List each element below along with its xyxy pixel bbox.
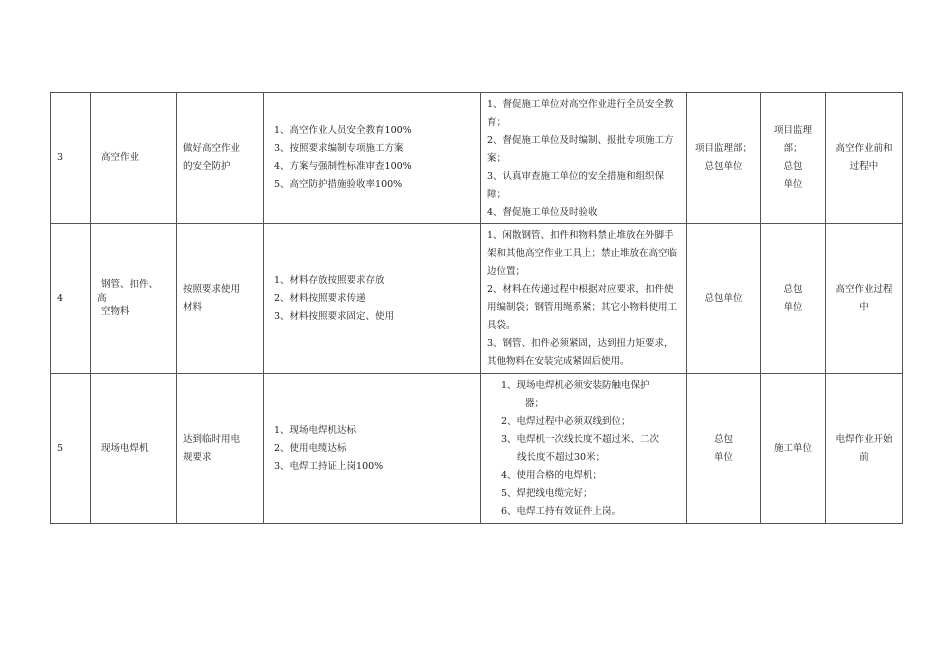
- control-measures: [481, 93, 687, 224]
- goal-line: 按照要求使用: [183, 283, 241, 295]
- control-time: [826, 93, 903, 224]
- resp-line: 单位: [713, 451, 733, 463]
- check-line: 部；: [783, 143, 803, 154]
- row-number: 4: [51, 224, 91, 374]
- control-item: [91, 374, 177, 524]
- table-row: [51, 374, 903, 524]
- inspection-party: 施工单位: [761, 374, 826, 524]
- indicator-line: 3、材料按照要求固定、使用: [274, 310, 395, 322]
- goal-line: 达到临时用电: [183, 433, 241, 445]
- control-item: [91, 224, 177, 374]
- goal-line: 材料: [183, 301, 203, 313]
- time-line: 电焊作业开始: [835, 433, 893, 445]
- time-line: 高空作业过程: [835, 283, 893, 295]
- check-line: 单位: [783, 179, 803, 190]
- item-line: 空物料: [101, 306, 130, 317]
- control-goal: [177, 224, 264, 374]
- indicator-line: 1、高空作业人员安全教育100%: [274, 125, 412, 136]
- control-item-text: 高空作业: [101, 152, 140, 163]
- control-item-text: 现场电焊机: [101, 442, 149, 454]
- resp-line: 项目监理部；: [694, 143, 752, 154]
- indicator-line: 3、电焊工持证上岗100%: [274, 460, 384, 472]
- responsible-party: [687, 374, 761, 524]
- responsible-party: 总包单位: [687, 224, 761, 374]
- time-line: 高空作业前和: [835, 143, 893, 154]
- check-line: 项目监理: [773, 125, 812, 136]
- measure-line: 2、材料在传递过程中根据对应要求，扣件使用编制袋；钢管用绳系紧；其它小物料使用工具袋。: [487, 283, 678, 331]
- measure-line: 线长度不超过30米；: [517, 451, 606, 463]
- control-indicators: [264, 374, 481, 524]
- inspection-party: [761, 93, 826, 224]
- control-measures: [481, 224, 687, 374]
- measure-line: 2、电焊过程中必须双线到位；: [501, 415, 631, 427]
- goal-line: 规要求: [183, 451, 212, 463]
- measure-line: 4、使用合格的电焊机；: [501, 469, 603, 481]
- indicator-line: 2、材料按照要求传递: [274, 292, 366, 304]
- safety-control-table: [50, 92, 903, 524]
- control-time: [826, 224, 903, 374]
- inspection-party: [761, 224, 826, 374]
- measure-line: 3、认真审查施工单位的安全措施和组织保障；: [487, 171, 665, 200]
- time-line: 中: [859, 301, 869, 313]
- check-line: 总包: [783, 161, 803, 172]
- control-goal: [177, 93, 264, 224]
- measure-line: 6、电焊工持有效证件上岗。: [501, 505, 622, 517]
- item-line: 钢管、扣件、: [101, 279, 159, 290]
- resp-line: 总包单位: [704, 161, 743, 172]
- measure-line: 2、督促施工单位及时编制、报批专项施工方案；: [487, 135, 674, 164]
- control-goal: [177, 374, 264, 524]
- indicator-line: 4、方案与强制性标准审查100%: [274, 161, 412, 172]
- measure-line: 器；: [525, 397, 545, 409]
- control-indicators: [264, 224, 481, 374]
- measure-line: 4、督促施工单位及时验收: [487, 207, 598, 218]
- measure-line: 5、焊把线电缆完好；: [501, 487, 593, 499]
- resp-line: 总包: [713, 433, 733, 445]
- measure-line: 1、闲散钢管、扣件和物料禁止堆放在外脚手架和其他高空作业工具上；禁止堆放在高空临边位置；: [487, 229, 678, 277]
- control-time: [826, 374, 903, 524]
- responsible-party: [687, 93, 761, 224]
- goal-line: 的安全防护: [183, 161, 231, 172]
- time-line: 过程中: [849, 161, 879, 172]
- control-item: [91, 93, 177, 224]
- indicator-line: 5、高空防护措施验收率100%: [274, 179, 403, 190]
- measure-line: 3、电焊机一次线长度不超过米、二次: [501, 433, 660, 445]
- measure-line: 1、现场电焊机必须安装防触电保护: [501, 379, 650, 391]
- row-number: 3: [51, 93, 91, 224]
- check-line: 单位: [783, 301, 803, 313]
- item-line: 高: [97, 293, 107, 304]
- control-measures: [481, 374, 687, 524]
- table-row: [51, 93, 903, 224]
- check-line: 总包: [783, 283, 803, 295]
- control-indicators: [264, 93, 481, 224]
- indicator-line: 2、使用电缆达标: [274, 442, 347, 454]
- table-row: [51, 224, 903, 374]
- row-number: 5: [51, 374, 91, 524]
- measure-line: 3、钢管、扣件必须紧固，达到扭力矩要求，其他物料在安装完成紧固后使用。: [487, 337, 674, 367]
- goal-line: 做好高空作业: [183, 143, 241, 154]
- time-line: 前: [859, 451, 869, 463]
- measure-line: 1、督促施工单位对高空作业进行全员安全教育；: [487, 99, 674, 128]
- indicator-line: 1、现场电焊机达标: [274, 424, 357, 436]
- indicator-line: 3、按照要求编制专项施工方案: [274, 143, 404, 154]
- indicator-line: 1、材料存放按照要求存放: [274, 274, 385, 286]
